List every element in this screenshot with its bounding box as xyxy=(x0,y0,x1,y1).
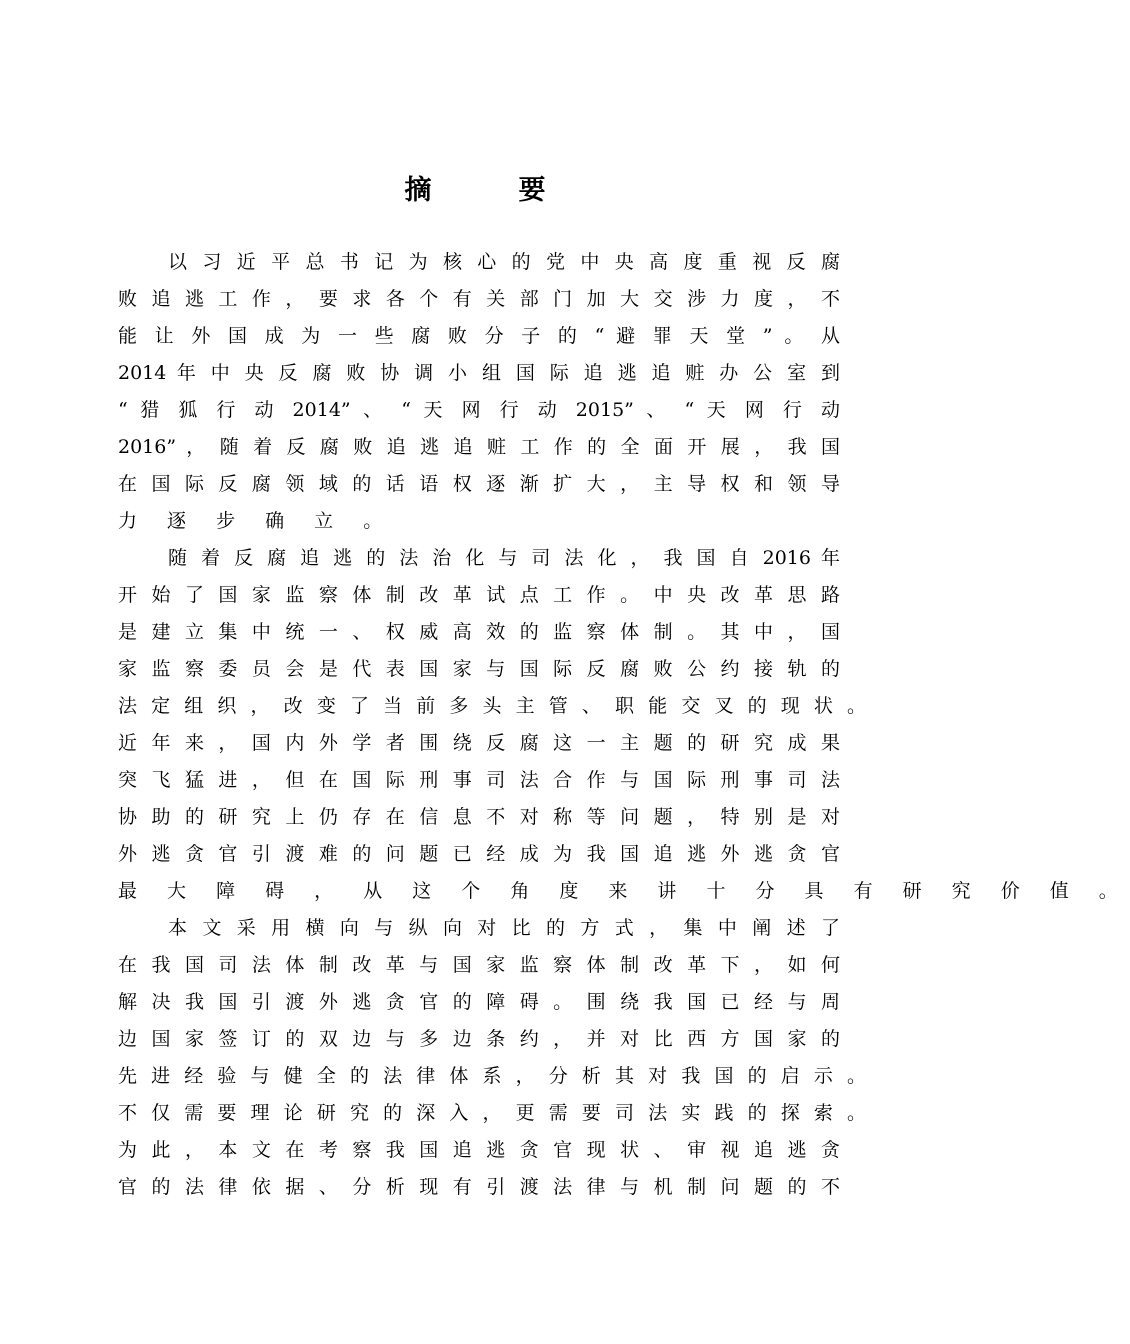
text-line: 以 习 近 平 总 书 记 为 核 心 的 党 中 央 高 度 重 视 反 腐 xyxy=(168,251,840,273)
page-title: 摘 要 xyxy=(404,175,576,206)
text-line: 在 国 际 反 腐 领 域 的 话 语 权 逐 渐 扩 大 ， 主 导 权 和 领 导 xyxy=(118,473,840,495)
text-line: 边 国 家 签 订 的 双 边 与 多 边 条 约 ， 并 对 比 西 方 国 家 的 xyxy=(118,1028,840,1050)
text-line: “ 猎 狐 行 动 2014” 、 “ 天 网 行 动 2015” 、 “ 天 网 行 动 xyxy=(118,399,840,421)
text-line: 法 定 组 织 ， 改 变 了 当 前 多 头 主 管 、 职 能 交 叉 的 现 状 。 xyxy=(118,695,866,717)
text-line: 协 助 的 研 究 上 仍 存 在 信 息 不 对 称 等 问 题 ， 特 别 是 对 xyxy=(118,806,840,828)
text-line: 解 决 我 国 引 渡 外 逃 贪 官 的 障 碍 。 围 绕 我 国 已 经 与 周 xyxy=(118,991,840,1013)
text-line: 2014 年 中 央 反 腐 败 协 调 小 组 国 际 追 逃 追 赃 办 公 室 到 xyxy=(118,362,840,384)
text-line: 近 年 来 ， 国 内 外 学 者 围 绕 反 腐 这 一 主 题 的 研 究 成 果 xyxy=(118,732,840,754)
text-line: 败 追 逃 工 作 ， 要 求 各 个 有 关 部 门 加 大 交 涉 力 度 ， 不 xyxy=(118,288,840,310)
text-line: 家 监 察 委 员 会 是 代 表 国 家 与 国 际 反 腐 败 公 约 接 轨 的 xyxy=(118,658,840,680)
text-line: 为 此 ， 本 文 在 考 察 我 国 追 逃 贪 官 现 状 、 审 视 追 逃 贪 xyxy=(118,1139,840,1161)
text-line: 本 文 采 用 横 向 与 纵 向 对 比 的 方 式 ， 集 中 阐 述 了 xyxy=(168,917,840,939)
text-line: 官 的 法 律 依 据 、 分 析 现 有 引 渡 法 律 与 机 制 问 题 的 不 xyxy=(118,1176,840,1198)
text-line: 最 大 障 碍 ， 从 这 个 角 度 来 讲 十 分 具 有 研 究 价 值 。 xyxy=(118,880,1130,902)
text-line: 外 逃 贪 官 引 渡 难 的 问 题 已 经 成 为 我 国 追 逃 外 逃 贪 官 xyxy=(118,843,840,865)
text-line: 是 建 立 集 中 统 一 、 权 威 高 效 的 监 察 体 制 。 其 中 ， 国 xyxy=(118,621,840,643)
text-line: 力 逐 步 确 立 。 xyxy=(118,510,395,532)
text-line: 2016” ， 随 着 反 腐 败 追 逃 追 赃 工 作 的 全 面 开 展 ， 我 国 xyxy=(118,436,841,458)
text-line: 随 着 反 腐 追 逃 的 法 治 化 与 司 法 化 ， 我 国 自 2016 年 xyxy=(168,547,840,569)
text-line: 先 进 经 验 与 健 全 的 法 律 体 系 ， 分 析 其 对 我 国 的 启 示 。 xyxy=(118,1065,866,1087)
text-line: 开 始 了 国 家 监 察 体 制 改 革 试 点 工 作 。 中 央 改 革 思 路 xyxy=(118,584,840,606)
text-line: 不 仅 需 要 理 论 研 究 的 深 入 ， 更 需 要 司 法 实 践 的 探 索 。 xyxy=(118,1102,866,1124)
abstract-body xyxy=(118,244,1130,1206)
text-line: 在 我 国 司 法 体 制 改 革 与 国 家 监 察 体 制 改 革 下 ， 如 何 xyxy=(118,954,840,976)
text-line: 能 让 外 国 成 为 一 些 腐 败 分 子 的 “ 避 罪 天 堂 ” 。 从 xyxy=(118,325,840,347)
text-line: 突 飞 猛 进 ， 但 在 国 际 刑 事 司 法 合 作 与 国 际 刑 事 司 法 xyxy=(118,769,840,791)
